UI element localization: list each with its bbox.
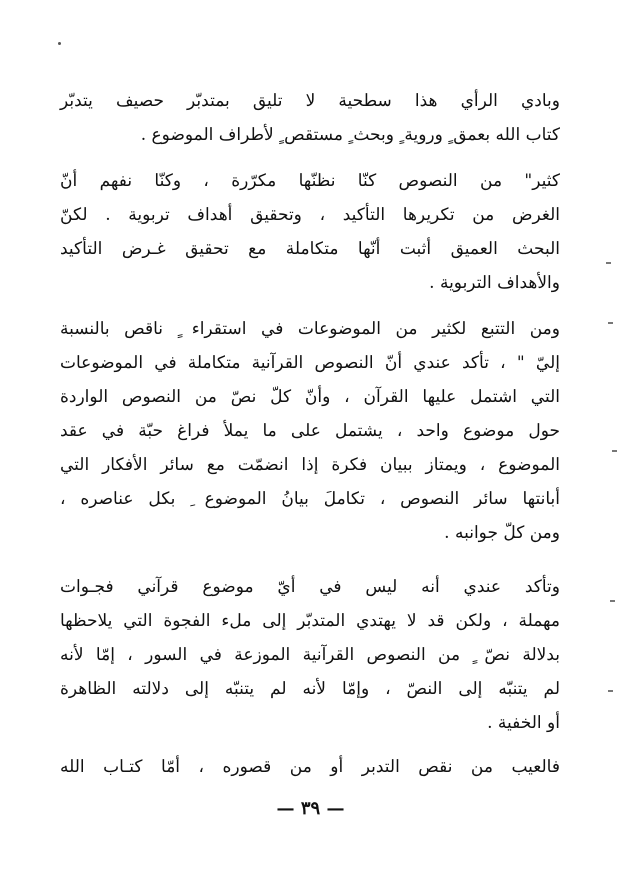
text-line: الغرض من تكريرها التأكيد ، وتحقيق أهداف تربوية . لكنّ [60,205,560,225]
paragraph-4 [60,570,560,740]
text-line: كثير" من النصوص كنّا نظنّها مكرّرة ، وكنّا نفهم أنّ [60,171,560,191]
text-line: وبادي الرأي هذا سطحية لا تليق بمتدبّر حصيف يتدبّر [60,91,560,111]
paragraph-3 [60,312,560,550]
text-line: ومن كلّ جوانبه . [444,523,560,543]
text-line: ومن التتبع لكثير من الموضوعات في استقراء ٍ ناقص بالنسبة [60,319,560,339]
text-line: كتاب الله بعمق ٍ وروية ٍ وبحث ٍ مستقص ٍ لأطراف الموضوع . [140,125,560,145]
margin-tick [608,690,613,692]
paragraph-1 [60,84,560,152]
text-line: إليّ " ، تأكد عندي أنّ النصوص القرآنية متكاملة في الموضوعات [60,353,560,373]
margin-dot [58,42,61,45]
margin-tick [610,600,615,602]
text-line: البحث العميق أثبت أنّها متكاملة مع تحقيق غـرض التأكيد [60,239,560,259]
margin-tick [606,262,611,264]
text-line: وتأكد عندي أنه ليس في أيّ موضوع قرآني فجـوات [60,577,560,597]
margin-tick [612,450,617,452]
text-line: بدلالة نصّ ٍ من النصوص القرآنية الموزعة في السور ، إمّا لأنه [60,645,560,665]
text-line: التي اشتمل عليها القرآن ، وأنّ كلّ نصّ من النصوص الواردة [60,387,560,407]
text-line: والأهداف التربوية . [429,273,560,293]
text-line: لم يتنبّه إلى النصّ ، وإمّا لأنه لم يتنبّه إلى دلالته الظاهرة [60,679,560,699]
text-line: الموضوع ، ويمتاز ببيان فكرة إذا انضمّت مع سائر الأفكار التي [60,455,560,475]
text-line: فالعيب من نقص التدبر أو من قصوره ، أمّا كتـاب الله [60,757,560,777]
paragraph-5 [60,750,560,784]
page-number: — ٣٩ — [276,798,345,819]
text-line: مهملة ، ولكن قد لا يهتدي المتدبّر إلى ملء الفجوة التي يلاحظها [60,611,560,631]
text-line: أبانتها سائر النصوص ، تكاملَ بيانُ الموضوع ِ بكل عناصره ، [60,489,560,509]
paragraph-2 [60,164,560,300]
margin-tick [608,322,613,324]
text-line: حول موضوع واحد ، يشتمل على ما يملأ فراغ حبّة في عقد [60,421,560,441]
text-line: أو الخفية . [487,713,560,733]
